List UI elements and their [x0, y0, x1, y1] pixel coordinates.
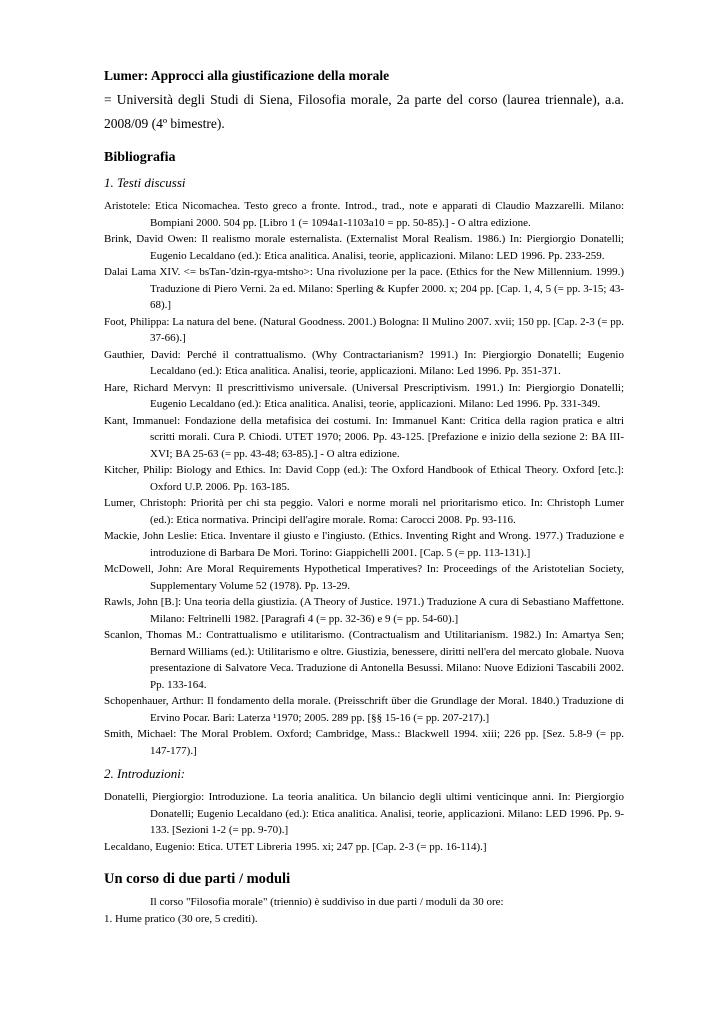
bib-entry-mackie: Mackie, John Leslie: Etica. Inventare il giusto e l'ingiusto. (Ethics. Inventing Right and Wrong. 1977.) Traduzione e introduzione di Barbara De Mori. Torino: Giappichelli 2001. [Cap. 5 (= pp. 113-131).]: [104, 530, 624, 559]
subsection-testi-discussi: 1. Testi discussi: [104, 175, 186, 190]
bib-entry-kant: Kant, Immanuel: Fondazione della metafisica dei costumi. In: Immanuel Kant: Critica della ragion pratica e altri scritti morali. Cura P. Chiodi. UTET 1970; 2006. Pp. 43-125. [Prefazione e inizio della sezione 2: BA III-XVI; BA 25-63 (= pp. 43-48; 63-85).] - O altra edizione.: [104, 414, 624, 460]
subsection-introduzioni: 2. Introduzioni:: [104, 766, 186, 781]
bib-entry-aristotele: Aristotele: Etica Nicomachea. Testo greco a fronte. Introd., trad., note e apparati di Claudio Mazzarelli. Milano: Bompiani 2000. 504 pp. [Libro 1 (= 1094a1-1103a10 = pp. 50-85).] - O altra edizione.: [104, 200, 624, 229]
bib-entry-foot: Foot, Philippa: La natura del bene. (Natural Goodness. 2001.) Bologna: Il Mulino 2007. xvii; 150 pp. [Cap. 2-3 (= pp. 37-66).]: [104, 315, 624, 344]
course-item-1: 1. Hume pratico (30 ore, 5 crediti).: [104, 912, 258, 925]
bib-entry-lecaldano: Lecaldano, Eugenio: Etica. UTET Libreria 1995. xi; 247 pp. [Cap. 2-3 (= pp. 16-114).]: [104, 840, 487, 853]
bib-entry-rawls: Rawls, John [B.]: Una teoria della giustizia. (A Theory of Justice. 1971.) Traduzione A cura di Sebastiano Maffettone. Milano: Feltrinelli 1982. [Paragrafi 4 (= pp. 32-36) e 9 (= pp. 54-60).]: [104, 596, 624, 625]
bibliography-heading: Bibliografia: [104, 150, 176, 165]
bib-entry-smith: Smith, Michael: The Moral Problem. Oxford; Cambridge, Mass.: Blackwell 1994. xiii; 226 pp. [Sez. 5.8-9 (= pp. 147-177).]: [104, 728, 624, 757]
course-intro-line: Il corso "Filosofia morale" (triennio) è suddiviso in due parti / moduli da 30 ore:: [150, 896, 504, 908]
bib-entry-mcdowell: McDowell, John: Are Moral Requirements Hypothetical Imperatives? In: Proceedings of the Aristotelian Society, Supplementary Volume 52 (1978). Pp. 13-29.: [104, 563, 624, 592]
bib-entry-lumer: Lumer, Christoph: Priorità per chi sta peggio. Valori e norme morali nel prioritarismo etico. In: Christoph Lumer (ed.): Etica normativa. Principi dell'agire morale. Roma: Carocci 2008. Pp. 93-116.: [104, 497, 624, 526]
bib-entry-kitcher: Kitcher, Philip: Biology and Ethics. In: David Copp (ed.): The Oxford Handbook of Ethical Theory. Oxford [etc.]: Oxford U.P. 2006. Pp. 163-185.: [104, 464, 624, 493]
bib-entry-brink: Brink, David Owen: Il realismo morale esternalista. (Externalist Moral Realism. 1986.) In: Piergiorgio Donatelli; Eugenio Lecaldano (ed.): Etica analitica. Analisi, teorie, applicazioni. Milano: LED 1996. Pp. 233-259.: [104, 233, 624, 262]
bib-entry-hare: Hare, Richard Mervyn: Il prescrittivismo universale. (Universal Prescriptivism. 1991.) In: Piergiorgio Donatelli; Eugenio Lecaldano (ed.): Etica analitica. Analisi, teorie, applicazioni. Milano: Led 1996. Pp. 331-349.: [104, 381, 624, 410]
bib-entry-schopenhauer: Schopenhauer, Arthur: Il fondamento della morale. (Preisschrift über die Grundlage der Moral. 1840.) Traduzione di Ervino Pocar. Bari: Laterza ¹1970; 2005. 289 pp. [§§ 15-16 (= pp. 207-217).]: [104, 695, 624, 724]
doc-title: Lumer: Approcci alla giustificazione della morale: [104, 68, 390, 83]
bib-entry-gauthier: Gauthier, David: Perché il contrattualismo. (Why Contractarianism? 1991.) In: Piergiorgio Donatelli; Eugenio Lecaldano (ed.): Etica analitica. Analisi, teorie, applicazioni. Milano: Led 1996. Pp. 351-371.: [104, 348, 624, 377]
doc-subtitle: = Università degli Studi di Siena, Filosofia morale, 2a parte del corso (laurea triennale), a.a. 2008/09 (4º bimestre).: [104, 92, 624, 131]
course-heading: Un corso di due parti / moduli: [104, 871, 291, 887]
bib-entry-scanlon: Scanlon, Thomas M.: Contrattualismo e utilitarismo. (Contractualism and Utilitarianism. 1982.) In: Amartya Sen; Bernard Williams (ed.): Utilitarismo e oltre. Giustizia, benessere, diritti nell'era del mercato globale. Nuova presentazione di Salvatore Veca. Traduzione di Antonella Besussi. Milano: Nuove Edizioni Tascabili 2002. Pp. 133-164.: [104, 629, 624, 691]
bib-entry-dalai-lama: Dalai Lama XIV. <= bsTan-'dzin-rgya-mtsho>: Una rivoluzione per la pace. (Ethics for the New Millennium. 1999.) Traduzione di Piero Verni. 2a ed. Milano: Sperling & Kupfer 2000. x; 204 pp. [Cap. 1, 4, 5 (= pp. 3-15; 43-68).]: [104, 266, 624, 311]
bib-entry-donatelli: Donatelli, Piergiorgio: Introduzione. La teoria analitica. Un bilancio degli ultimi venticinque anni. In: Piergiorgio Donatelli; Eugenio Lecaldano (ed.): Etica analitica. Analisi, teorie, applicazioni. Milano: LED 1996. Pp. 9-133. [Sezioni 1-2 (= pp. 9-70).]: [104, 791, 624, 836]
